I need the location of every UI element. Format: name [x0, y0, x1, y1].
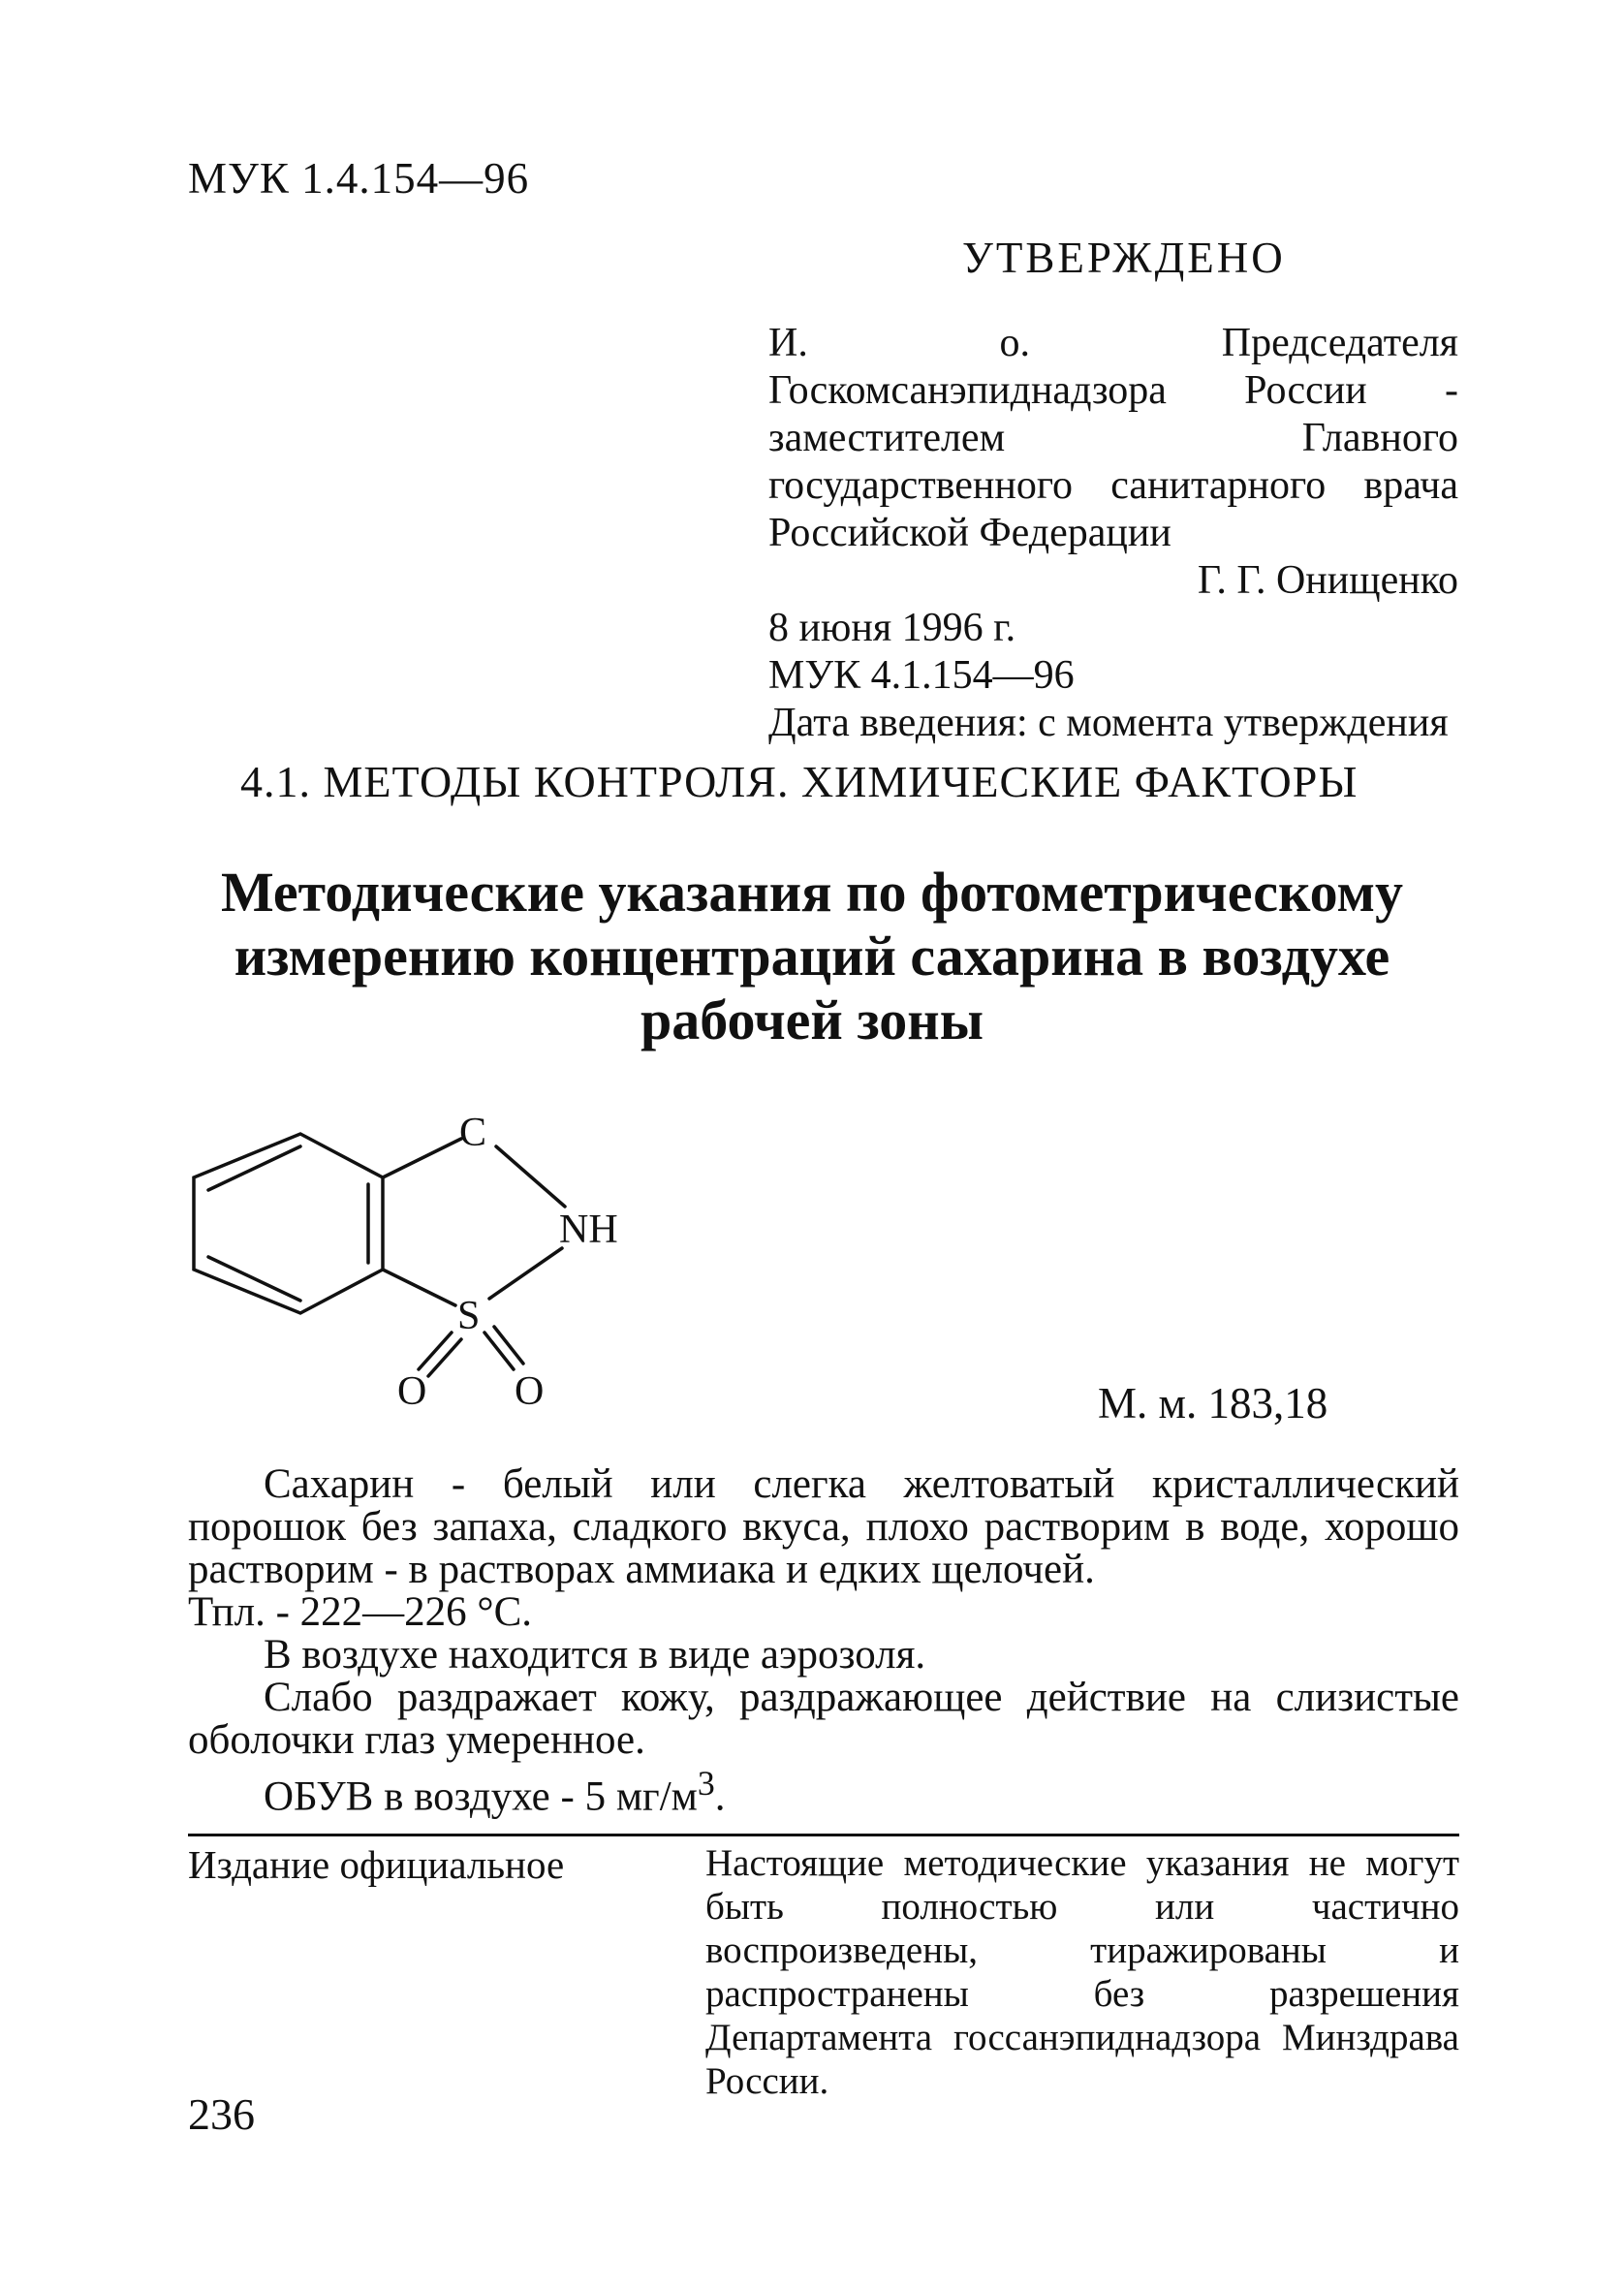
atom-label-nh: NH [559, 1208, 618, 1252]
document-code: МУК 1.4.154—96 [188, 154, 530, 203]
bond-ring-s [383, 1270, 455, 1305]
saccharin-structure-diagram [174, 1100, 678, 1420]
double-bond-s-o-left [419, 1333, 452, 1369]
bond-nh-s [489, 1248, 562, 1299]
approval-block [768, 320, 1458, 747]
atom-label-c: C [459, 1111, 487, 1155]
description-text [188, 1463, 1459, 1818]
approval-date: 8 июня 1996 г. [768, 606, 1016, 650]
double-bond-s-o-right [484, 1333, 514, 1369]
paragraph-limit [188, 1762, 1459, 1818]
limit-superscript: 3 [697, 1764, 715, 1803]
edition-label: Издание официальное [188, 1842, 565, 1887]
benzene-ring [194, 1134, 383, 1313]
bond-ring-c [383, 1139, 461, 1177]
molecular-weight: М. м. 183,18 [1098, 1379, 1328, 1427]
atom-label-o-right: O [515, 1369, 545, 1414]
approved-heading: УТВЕРЖДЕНО [962, 234, 1286, 282]
atom-label-s: S [457, 1294, 481, 1338]
footer-divider [188, 1834, 1459, 1836]
signer-name: Г. Г. Онищенко [1197, 558, 1458, 603]
paragraph-melting-point: Тпл. - 222—226 °С. [188, 1589, 533, 1635]
section-heading: 4.1. МЕТОДЫ КОНТРОЛЯ. ХИМИЧЕСКИЕ ФАКТОРЫ [240, 757, 1359, 806]
limit-text: ОБУВ в воздухе - 5 мг/м [264, 1773, 698, 1820]
muk-code: МУК 4.1.154—96 [768, 653, 1075, 698]
double-bond-s-o-left [428, 1339, 461, 1376]
introduction-date: Дата введения: с момента утверждения [768, 701, 1449, 745]
approver-title: И. о. Председателя Госкомсанэпиднадзора России - заместителем Главного государственного санитарного врача Российской Федерации [768, 321, 1458, 555]
limit-suffix: . [714, 1773, 726, 1820]
document-title: Методические указания по фотометрическому измерению концентраций сахарина в воздухе рабочей зоны [220, 861, 1404, 1051]
double-bond-s-o-right [494, 1327, 523, 1364]
bond-c-nh [496, 1146, 565, 1207]
paragraph-irritation: Слабо раздражает кожу, раздражающее действие на слизистые оболочки глаз умеренное. [188, 1675, 1459, 1763]
page-number: 236 [188, 2089, 255, 2139]
copyright-notice: Настоящие методические указания не могут быть полностью или частично воспроизведены, тиражированы и распространены без разрешения Департамента госсанэпиднадзора Минздрава России. [705, 1842, 1459, 2102]
atom-label-o-left: O [397, 1369, 427, 1414]
paragraph-air-state: В воздухе находится в виде аэрозоля. [264, 1632, 926, 1678]
paragraph-properties: Сахарин - белый или слегка желтоватый кристаллический порошок без запаха, сладкого вкуса, плохо растворим в воде, хорошо растворим - в растворах аммиака и едких щелочей. [188, 1461, 1459, 1592]
